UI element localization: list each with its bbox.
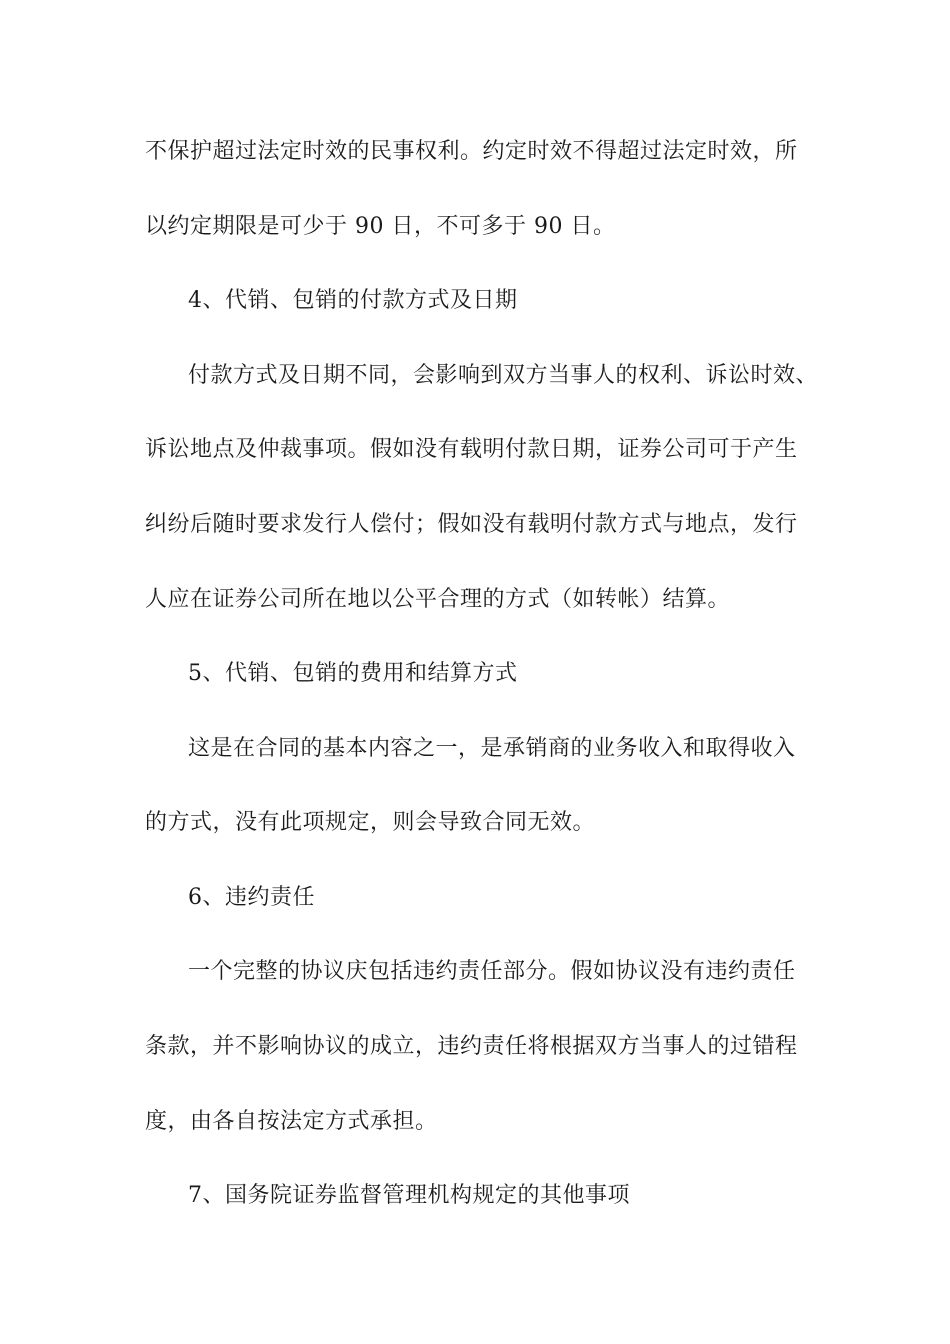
paragraph-line: 度，由各自按法定方式承担。 — [145, 1109, 438, 1134]
paragraph-line: 人应在证券公司所在地以公平合理的方式（如转帐）结算。 — [145, 587, 731, 612]
paragraph-line: 以约定期限是可少于 90 日，不可多于 90 日。 — [145, 214, 616, 239]
paragraph-line: 这是在合同的基本内容之一，是承销商的业务收入和取得收入 — [188, 736, 796, 761]
paragraph-line: 不保护超过法定时效的民事权利。约定时效不得超过法定时效，所 — [145, 139, 798, 164]
paragraph-line: 纠纷后随时要求发行人偿付；假如没有载明付款方式与地点，发行 — [145, 512, 798, 537]
paragraph-line: 的方式，没有此项规定，则会导致合同无效。 — [145, 810, 596, 835]
section-heading-7: 7、国务院证券监督管理机构规定的其他事项 — [188, 1183, 630, 1208]
paragraph-line: 诉讼地点及仲裁事项。假如没有载明付款日期，证券公司可于产生 — [145, 437, 798, 462]
section-heading-5: 5、代销、包销的费用和结算方式 — [188, 661, 518, 686]
paragraph-line: 一个完整的协议庆包括违约责任部分。假如协议没有违约责任 — [188, 959, 796, 984]
section-heading-6: 6、违约责任 — [188, 885, 315, 910]
section-heading-4: 4、代销、包销的付款方式及日期 — [188, 288, 518, 313]
paragraph-line: 条款，并不影响协议的成立，违约责任将根据双方当事人的过错程 — [145, 1034, 798, 1059]
paragraph-line: 付款方式及日期不同，会影响到双方当事人的权利、诉讼时效、 — [188, 363, 819, 388]
